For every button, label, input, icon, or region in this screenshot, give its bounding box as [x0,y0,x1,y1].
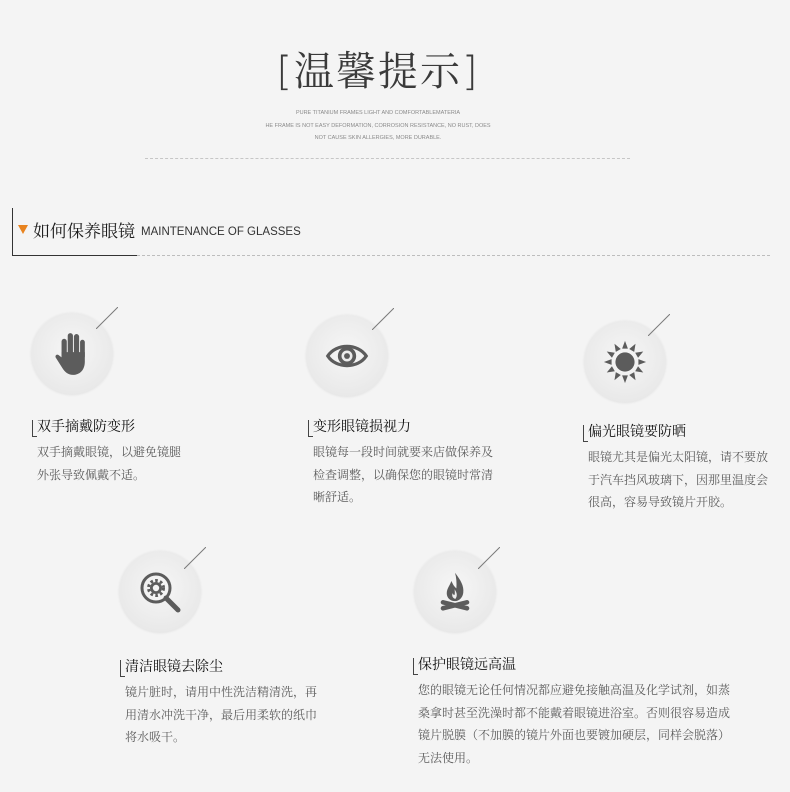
tip-title: 保护眼镜远高温 [418,657,516,673]
decorative-slash [184,547,206,569]
triangle-down-icon [18,225,28,234]
sun-icon [602,339,648,385]
tip-description [588,446,768,514]
tip-description-line: 双手摘戴眼镜，以避免镜腿 [37,445,182,459]
tip-description-line: 晰舒适。 [313,490,362,504]
tip-description-line: 您的眼镜无论任何情况都应避免接触高温及化学试剂，如蒸 [418,683,731,697]
notice-subtitle-line: HE FRAME IS NOT EASY DEFORMATION, CORROSION RESISTANCE, NO RUST, DOES [265,122,491,129]
tip-description [125,681,317,749]
tip-description [418,679,730,769]
notice-subtitle-line: PURE TITANIUM FRAMES LIGHT AND COMFORTABLEMATERIA [295,110,461,116]
tip-title: 变形眼镜损视力 [313,419,411,435]
eye-icon [325,334,369,378]
tip-title: 双手摘戴防变形 [37,419,135,435]
decorative-slash [648,314,670,336]
section-title-en: MAINTENANCE OF GLASSES [141,226,301,238]
tip-title: 清洁眼镜去除尘 [125,659,223,675]
notice-title: [温馨提示] [276,49,480,95]
notice-divider-dashed [145,158,630,159]
section-title-cn: 如何保养眼镜 [33,222,135,242]
tip-description [313,441,493,509]
notice-subtitle [0,107,756,145]
tip-description-line: 眼镜每一段时间就要来店做保养及 [313,445,494,459]
tip-description-line: 很高，容易导致镜片开胶。 [588,495,733,509]
decorative-slash [372,308,394,330]
section-divider-dashed [137,255,770,256]
tip-description-line: 桑拿时甚至洗澡时都不能戴着眼镜进浴室。否则很容易造成 [418,705,731,720]
tip-description [37,441,181,486]
notice-subtitle-line: NOT CAUSE SKIN ALLERGIES, MORE DURABLE. [314,135,442,141]
tip-description-line: 检查调整，以确保您的眼镜时常清 [313,467,494,482]
hand-icon [53,331,91,377]
tip-description-line: 用清水冲洗干净，最后用柔软的纸巾 [125,707,318,722]
decorative-slash [478,547,500,569]
section-header [12,208,137,256]
campfire-icon [433,567,477,617]
tip-description-line: 镜片脱膜（不加膜的镜片外面也要镀加硬层，同样会脱落） [418,728,731,742]
tip-description-line: 于汽车挡风玻璃下，因那里温度会 [588,472,769,487]
tip-description-line: 镜片脏时，请用中性洗洁精清洗，再 [125,685,318,699]
tip-description-line: 无法使用。 [418,750,479,765]
tip-title: 偏光眼镜要防晒 [588,424,686,440]
tip-description-line: 将水吸干。 [125,730,186,744]
tip-description-line: 眼镜尤其是偏光太阳镜，请不要放 [588,450,769,464]
gear-magnifier-icon [136,568,184,616]
decorative-slash [96,307,118,329]
tip-description-line: 外张导致佩戴不适。 [37,467,146,482]
